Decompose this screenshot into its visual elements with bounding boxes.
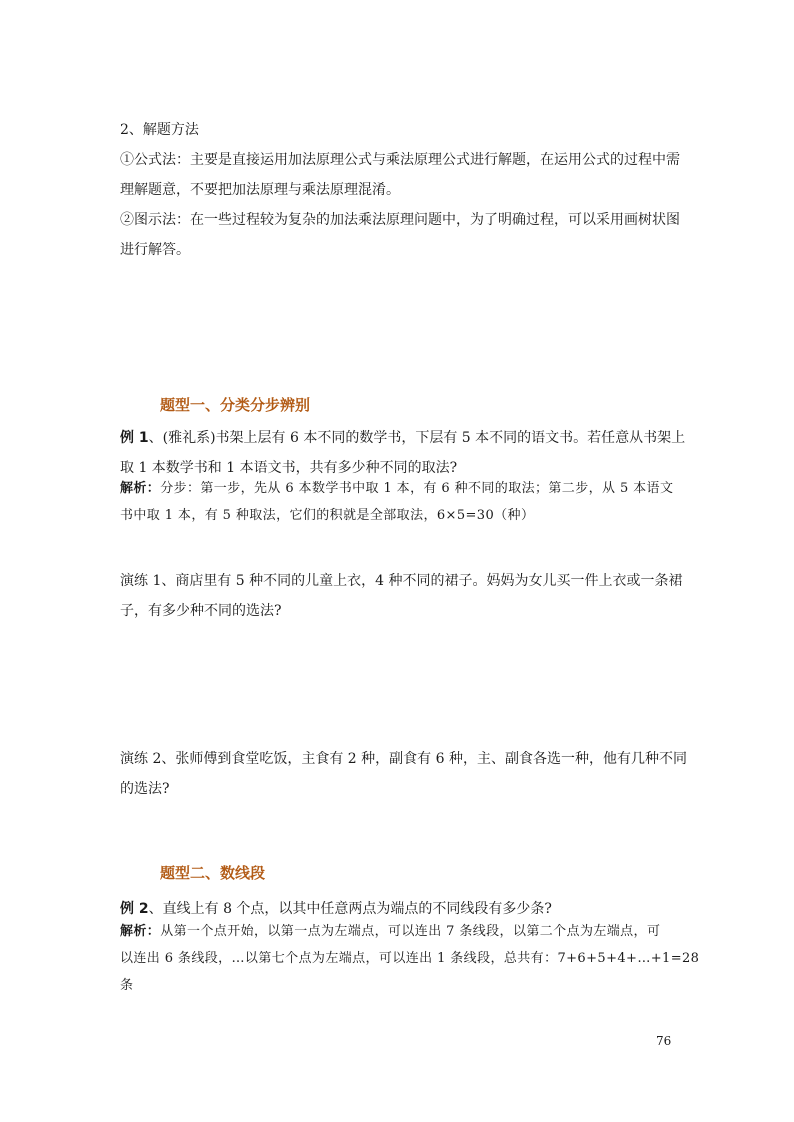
exercise2 bbox=[120, 744, 687, 804]
exercise1 bbox=[120, 566, 683, 626]
analysis2-label: 解析： bbox=[120, 924, 161, 939]
method1-line1: ①公式法：主要是直接运用加法原理公式与乘法原理公式进行解题，在运用公式的过程中需 bbox=[120, 152, 680, 168]
analysis1-line2: 书中取 1 本，有 5 种取法，它们的积就是全部取法，6×5=30（种） bbox=[120, 508, 535, 523]
exercise2-line1: 演练 2、张师傅到食堂吃饭，主食有 2 种，副食有 6 种，主、副食各选一种，他有几种不同 bbox=[120, 751, 687, 767]
analysis2 bbox=[120, 918, 700, 999]
type2-heading: 题型二、数线段 bbox=[160, 864, 266, 882]
analysis1-label: 解析： bbox=[120, 481, 161, 496]
exercise1-line2: 子，有多少种不同的选法? bbox=[120, 603, 282, 619]
method2-line2: 进行解答。 bbox=[120, 242, 190, 258]
type1-heading: 题型一、分类分步辨别 bbox=[160, 396, 311, 414]
analysis2-line2: 以连出 6 条线段，…以第七个点为左端点，可以连出 1 条线段，总共有：7+6+5+4+…+1=28 bbox=[120, 951, 700, 966]
section-title: 2、解题方法 bbox=[120, 122, 199, 138]
exercise1-line1: 演练 1、商店里有 5 种不同的儿童上衣，4 种不同的裙子。妈妈为女儿买一件上衣或一条裙 bbox=[120, 573, 683, 589]
example2-text1: 、直线上有 8 个点，以其中任意两点为端点的不同线段有多少条? bbox=[148, 901, 552, 917]
analysis2-line1 bbox=[120, 918, 680, 945]
methods-section bbox=[120, 115, 680, 265]
method1-line2: 理解题意，不要把加法原理与乘法原理混淆。 bbox=[120, 182, 400, 198]
analysis1-text1: 分步：第一步，先从 6 本数学书中取 1 本，有 6 种不同的取法；第二步，从 5 本语文 bbox=[160, 481, 674, 496]
example1-line2: 取 1 本数学书和 1 本语文书，共有多少种不同的取法? bbox=[120, 460, 458, 476]
method2-line1: ②图示法：在一些过程较为复杂的加法乘法原理问题中，为了明确过程，可以采用画树状图 bbox=[120, 212, 680, 228]
analysis2-text1: 从第一个点开始，以第一点为左端点，可以连出 7 条线段，以第二个点为左端点，可 bbox=[160, 924, 661, 939]
example1-label: 例 1 bbox=[120, 430, 149, 446]
example2-label: 例 2 bbox=[120, 901, 149, 917]
page-number: 76 bbox=[656, 1034, 672, 1048]
exercise2-line2: 的选法? bbox=[120, 781, 170, 797]
example1-text1: 、(雅礼系)书架上层有 6 本不同的数学书，下层有 5 本不同的语文书。若任意从书架上 bbox=[148, 430, 686, 446]
analysis1 bbox=[120, 475, 680, 529]
analysis1-line1 bbox=[120, 475, 680, 502]
example1 bbox=[120, 423, 686, 483]
example1-line1 bbox=[120, 423, 686, 453]
analysis2-line3: 条 bbox=[120, 978, 134, 993]
